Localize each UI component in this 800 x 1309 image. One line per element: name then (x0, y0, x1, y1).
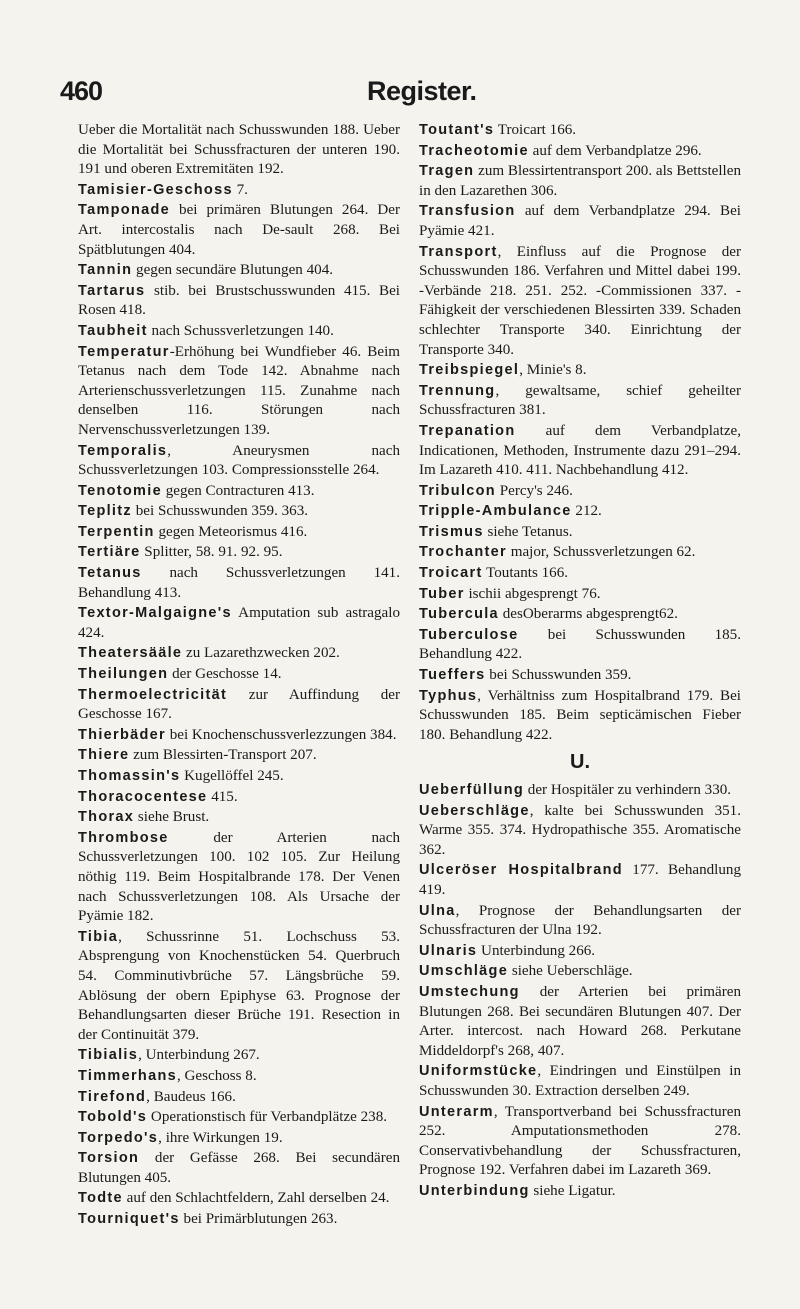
index-references: Percy's 246. (495, 482, 573, 499)
index-entry (78, 121, 400, 180)
index-entry (419, 687, 741, 746)
index-term: Todte (78, 1190, 123, 1207)
index-term: Tuber (419, 585, 465, 602)
index-term: Tragen (419, 163, 475, 180)
index-references: der Arterien bei primären Blutungen 268. Bei secundären Blutungen 407. Der Arter. intercost. nach Howard 268. Perkutane Middeldorpf's 268, 407. (419, 983, 741, 1059)
index-term: Ueberschläge (419, 802, 530, 819)
index-references: Kugellöffel 245. (180, 768, 284, 784)
index-references: zur Auffindung der Geschosse 167. (78, 686, 400, 723)
index-references: siehe Ueberschläge. (508, 963, 633, 980)
index-term: Temperatur (78, 343, 170, 360)
index-term: Tartarus (78, 282, 146, 299)
index-entry (419, 382, 741, 421)
index-references: 177. Behandlung 419. (419, 862, 741, 898)
index-term: Tobold's (78, 1109, 148, 1126)
index-references: , Baudeus 166. (146, 1088, 236, 1105)
index-term: Teplitz (78, 503, 132, 520)
index-term: Ulceröser Hospitalbrand (419, 862, 623, 879)
index-term: Timmerhans (78, 1067, 177, 1084)
index-references: 415. (207, 788, 238, 805)
index-references: Toutants 166. (482, 565, 569, 582)
index-term: Tueffers (419, 667, 486, 684)
index-term: Tripple-Ambulance (419, 503, 572, 520)
index-entry (78, 1189, 400, 1209)
index-references: , Verhältniss zum Hospitalbrand 179. Bei Schusswunden 185. Beim septicämischen Fieber 180. Behandlung 422. (419, 687, 741, 743)
index-references: , Geschoss 8. (176, 1067, 257, 1084)
index-term: Thoracocentese (78, 788, 208, 805)
index-entry (419, 802, 741, 861)
index-entry (78, 1210, 400, 1230)
index-entry (419, 422, 741, 481)
index-term: Tirefond (78, 1088, 147, 1105)
index-entry (78, 746, 400, 766)
index-references: bei Schusswunden 185. Behandlung 422. (419, 626, 741, 663)
index-references: der Arterien nach Schussverletzungen 100. 102 105. Zur Heilung nöthig 119. Beim Hospitalbrande 178. Der Venen nach Schussverletzungen 108. Als Ursache der Pyämie 182. (78, 829, 400, 925)
index-term: Tribulcon (419, 482, 496, 499)
index-entry (419, 666, 741, 686)
section-u (419, 781, 741, 1201)
index-references: der Hospitäler zu verhindern 330. (524, 782, 732, 798)
index-term: Thierbäder (78, 726, 166, 743)
index-entry (419, 523, 741, 543)
index-entry (419, 361, 741, 381)
index-references: bei Primärblutungen 263. (179, 1211, 338, 1228)
index-references: auf dem Verbandplatze 296. (528, 142, 702, 159)
index-entry (78, 282, 400, 321)
index-term: Trennung (419, 382, 496, 399)
index-term: Tamponade (78, 202, 170, 219)
index-term: Unterarm (419, 1103, 494, 1120)
index-references: , kalte bei Schusswunden 351. Warme 355. 374. Hydropathische 355. Aromatische 362. (419, 802, 741, 858)
index-entry (419, 626, 741, 665)
index-term: Unterbindung (419, 1182, 530, 1199)
running-head: Register. (367, 76, 477, 106)
section-t-continued (419, 121, 741, 745)
index-term: Troicart (419, 565, 483, 582)
index-entry (78, 502, 400, 522)
index-references: siehe Ligatur. (529, 1182, 616, 1199)
index-entry (78, 767, 400, 787)
index-term: Toutant's (419, 122, 495, 138)
index-entry (78, 829, 400, 927)
index-term: Theatersääle (78, 645, 183, 662)
index-references: desOberarms abgesprengt62. (498, 606, 678, 623)
index-references: zum Blessirtentransport 200. als Bettstellen in den Lazarethen 306. (419, 163, 741, 199)
index-entry (419, 502, 741, 522)
index-references: gegen Meteorismus 416. (154, 523, 308, 540)
index-term: Tamisier-Geschoss (78, 181, 233, 198)
index-references: -Erhöhung bei Wundfieber 46. Beim Tetanus nach dem Tode 142. Abnahme nach Arterienschussverletzungen 115. Zunahme nach denselben 116. Störungen nach Nervenschussverletzungen 139. (78, 343, 400, 438)
index-entry (419, 983, 741, 1061)
index-term: Tertiäre (78, 544, 141, 561)
index-term: Typhus (419, 687, 478, 704)
index-references: stib. bei Brustschusswunden 415. Bei Rosen 418. (78, 282, 400, 319)
index-references: der Geschosse 14. (168, 666, 282, 683)
index-entry (419, 962, 741, 982)
index-term: Thermoelectricität (78, 686, 228, 703)
index-references: auf dem Verbandplatze, Indicationen, Methoden, Instrumente dazu 291–294. Im Lazareth 410. 411. Nachbehandlung 412. (419, 422, 741, 479)
index-references: , Transportverband bei Schussfracturen 252. Amputationsmethoden 278. Conservativbehandlung der Schussfracturen, Prognose 192. Verfahren dabei im Lazareth 369. (419, 1103, 741, 1179)
index-references: bei Knochenschussverlezzungen 384. (165, 726, 397, 743)
index-term: Tannin (78, 262, 133, 279)
index-term: Thomassin's (78, 768, 181, 784)
index-entry (419, 121, 741, 141)
index-term: Tracheotomie (419, 142, 529, 159)
index-term: Uniformstücke (419, 1063, 538, 1080)
index-term: Thiere (78, 747, 130, 764)
index-entry (419, 543, 741, 563)
index-entry (78, 564, 400, 603)
index-term: Torsion (78, 1150, 140, 1167)
index-entry (78, 1088, 400, 1108)
index-entry (419, 1062, 741, 1101)
index-references: , Minie's 8. (519, 362, 587, 379)
index-entry (419, 861, 741, 900)
index-entry (419, 482, 741, 502)
index-entry (78, 644, 400, 664)
index-entry (419, 585, 741, 605)
index-entry (419, 142, 741, 162)
index-term: Tibialis (78, 1047, 139, 1064)
index-references: , Schussrinne 51. Lochschuss 53. Absprengung von Knochenstücken 54. Querbruch 54. Comminutivbrüche 57. Längsbrüche 59. Ablösung der obern Epiphyse 63. Prognose der Behandlungsarten dieser Brüche 191. Resection in der Continuität 379. (78, 928, 400, 1043)
index-references: , gewaltsame, schief geheilter Schussfracturen 381. (419, 382, 741, 419)
index-term: Treibspiegel (419, 362, 520, 379)
index-term: Ulna (419, 902, 456, 919)
index-references: , ihre Wirkungen 19. (158, 1129, 283, 1146)
index-term: Textor-Malgaigne's (78, 605, 232, 622)
index-entry (419, 202, 741, 241)
index-references: der Gefässe 268. Bei secundären Blutungen 405. (78, 1150, 400, 1186)
index-term: Trismus (419, 523, 484, 540)
index-references: gegen secundäre Blutungen 404. (132, 262, 334, 279)
index-term: Temporalis (78, 442, 168, 459)
index-references: nach Schussverletzungen 141. Behandlung 413. (78, 565, 400, 601)
index-references: , Aneurysmen nach Schussverletzungen 103. Compressionsstelle 264. (78, 442, 400, 479)
index-references: siehe Tetanus. (483, 523, 573, 540)
index-references: Ueber die Mortalität nach Schusswunden 188. Ueber die Mortalität bei Schussfracturen der unteren 190. 191 und oberen Extremitäten 192. (78, 122, 400, 178)
index-entry (78, 1108, 400, 1128)
page-number: 460 (60, 76, 103, 106)
index-references: Splitter, 58. 91. 92. 95. (140, 544, 283, 561)
index-term: Thrombose (78, 829, 169, 846)
index-references: Unterbindung 266. (477, 942, 596, 959)
index-references: Troicart 166. (494, 122, 577, 138)
index-entry (419, 162, 741, 201)
index-entry (419, 781, 741, 801)
page-header (60, 76, 740, 110)
index-references: , Prognose der Behandlungsarten der Schussfracturen der Ulna 192. (419, 902, 741, 939)
index-entry (78, 1067, 400, 1087)
index-term: Tubercula (419, 606, 499, 623)
index-references: 212. (571, 503, 602, 520)
section-heading-u: U. (570, 751, 590, 774)
index-entry (78, 686, 400, 725)
index-term: Thorax (78, 809, 135, 826)
index-references: ischii abgesprengt 76. (464, 585, 601, 602)
index-term: Taubheit (78, 322, 148, 339)
left-column (78, 121, 400, 1231)
index-entry (419, 942, 741, 962)
index-entry (78, 788, 400, 808)
index-term: Transport (419, 243, 498, 260)
index-references: zu Lazarethzwecken 202. (182, 645, 340, 662)
index-term: Ueberfüllung (419, 782, 525, 798)
index-term: Terpentin (78, 523, 155, 540)
index-term: Ulnaris (419, 942, 478, 959)
index-entry (78, 482, 400, 502)
index-entry (419, 564, 741, 584)
index-term: Tenotomie (78, 482, 162, 499)
index-references: bei Schusswunden 359. 363. (131, 503, 309, 520)
index-references: siehe Brust. (134, 809, 210, 826)
index-entry (78, 928, 400, 1046)
index-references: zum Blessirten-Transport 207. (129, 747, 317, 764)
index-term: Tuberculose (419, 626, 519, 643)
right-column (419, 121, 741, 1202)
index-entry (419, 243, 741, 361)
index-entry (78, 261, 400, 281)
index-term: Tourniquet's (78, 1211, 180, 1228)
index-term: Tibia (78, 928, 119, 945)
index-entry (78, 726, 400, 746)
index-entry (78, 543, 400, 563)
index-term: Tetanus (78, 565, 142, 582)
index-entry (78, 1046, 400, 1066)
index-entry (78, 808, 400, 828)
index-references: gegen Contracturen 413. (161, 482, 315, 499)
index-references: bei Schusswunden 359. (485, 667, 632, 684)
index-references: auf den Schlachtfeldern, Zahl derselben 24. (122, 1190, 390, 1207)
index-references: , Unterbindung 267. (138, 1047, 260, 1064)
index-references: bei primären Blutungen 264. Der Art. intercostalis nach De-sault 268. Bei Spätblutungen 404. (78, 202, 400, 258)
index-entry (78, 343, 400, 441)
index-entry (78, 442, 400, 481)
index-entry (78, 1129, 400, 1149)
index-term: Theilungen (78, 666, 169, 683)
index-references: , Eindringen und Einstülpen in Schusswunden 30. Extraction derselben 249. (419, 1063, 741, 1099)
index-entry (78, 604, 400, 643)
index-references: major, Schussverletzungen 62. (506, 544, 696, 561)
index-term: Umschläge (419, 963, 509, 980)
index-term: Umstechung (419, 983, 520, 1000)
index-references: nach Schussverletzungen 140. (147, 322, 334, 339)
index-entry (78, 523, 400, 543)
index-references: , Einfluss auf die Prognose der Schusswunden 186. Verfahren und Mittel dabei 199. -Verbände 218. 251. 252. -Commissionen 337. -Fähigkeit der verschiedenen Blessirten 339. Schaden schlechter Transporte 340. Einrichtung der Transporte 340. (419, 243, 741, 358)
index-entry (419, 1182, 741, 1202)
index-entry (419, 1103, 741, 1181)
index-entry (78, 665, 400, 685)
index-entry (78, 322, 400, 342)
index-references: Amputation sub astragalo 424. (78, 605, 400, 641)
index-references: Operationstisch für Verbandplätze 238. (147, 1109, 388, 1126)
index-entry (78, 1149, 400, 1188)
index-entry (78, 181, 400, 201)
index-references: 7. (232, 181, 248, 198)
index-term: Torpedo's (78, 1129, 159, 1146)
index-references: auf dem Verbandplatze 294. Bei Pyämie 421. (419, 203, 741, 239)
index-entry (419, 902, 741, 941)
index-term: Trochanter (419, 544, 507, 561)
index-entry (78, 201, 400, 260)
index-term: Trepanation (419, 422, 516, 439)
index-entry (419, 605, 741, 625)
index-term: Transfusion (419, 203, 516, 220)
